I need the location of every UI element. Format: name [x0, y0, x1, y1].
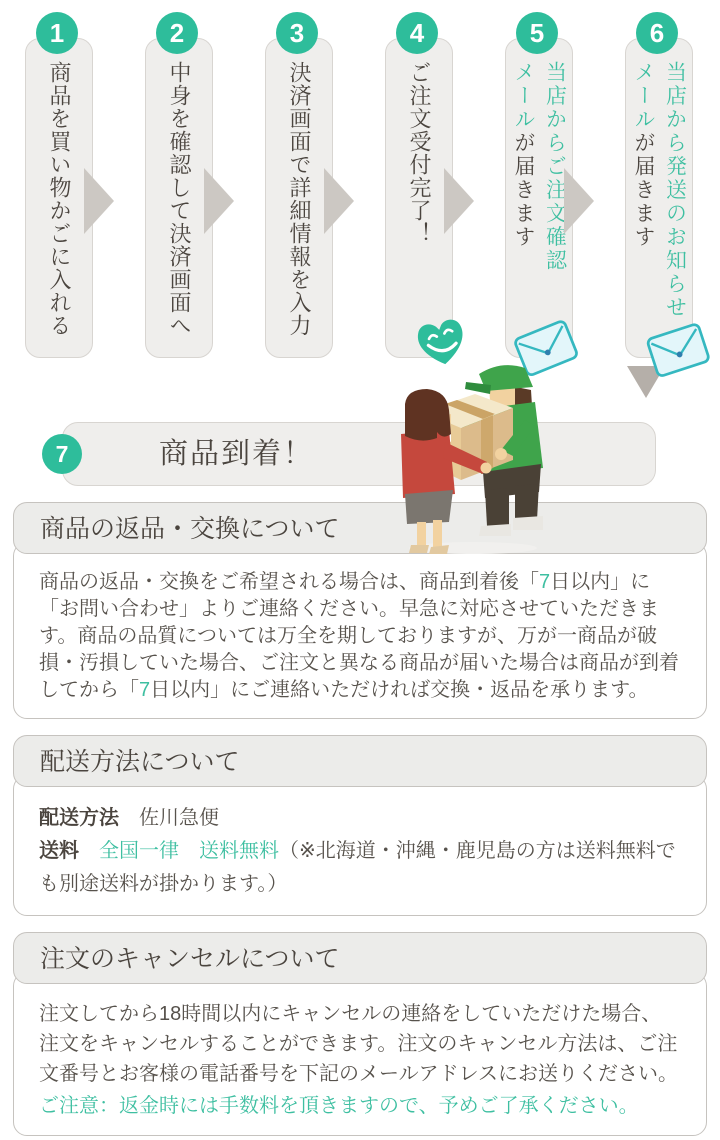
text-segment [79, 840, 99, 862]
step-circle-4 [396, 12, 438, 54]
text-segment: ご注意：返金時には手数料を頂きますので、予めご了承ください。 [39, 1095, 639, 1117]
step-circle-3 [276, 12, 318, 54]
returns-section-body [13, 542, 707, 719]
flow-step-4 [385, 38, 453, 358]
text-segment: が届きます [512, 131, 535, 249]
text-segment: メール [632, 61, 655, 132]
step-text-inner [628, 61, 691, 349]
step-text [626, 61, 692, 349]
text-segment: 7 [139, 679, 151, 701]
text-segment: 当店からご注文確認 [543, 61, 567, 273]
text-segment: 商品の返品・交換をご希望される場合は、商品到着後「 [39, 571, 539, 593]
step-number: 5 [529, 18, 545, 48]
text-segment: メール [512, 61, 535, 132]
arrow-right-icon [564, 168, 594, 234]
cancel-section-title: 注文のキャンセルについて [40, 945, 340, 973]
text-segment: 商品を買い物かごに入れる [46, 61, 72, 337]
delivery-handoff-illustration [393, 360, 551, 560]
text-segment: 当店から発送のお知らせ [663, 61, 687, 320]
cancel-policy-text [39, 999, 681, 1089]
step-text [386, 61, 452, 349]
text-segment: 日以内」にご連絡いただければ交換・返品を承ります。 [150, 679, 649, 701]
text-segment: 決済画面で詳細情報を入力 [286, 61, 312, 337]
step-circle-5 [516, 12, 558, 54]
step-text [506, 61, 572, 349]
step-text-column [628, 61, 660, 349]
step-number: 4 [409, 18, 425, 48]
step-text-column [659, 61, 691, 349]
cancel-section-body [13, 972, 707, 1136]
step-number: 3 [289, 18, 305, 48]
step-number: 7 [55, 440, 69, 467]
shipping-section-title: 配送方法について [40, 748, 240, 776]
flow-step-6 [625, 38, 693, 358]
arrow-right-icon [84, 168, 114, 234]
text-segment: 全国一律 [99, 840, 179, 862]
section-cancel [13, 932, 707, 1136]
step-text-column [283, 61, 315, 349]
shipping-fee-row [39, 835, 681, 901]
step-number: 6 [649, 18, 665, 48]
flow-step-1 [25, 38, 93, 358]
flow-step-2 [145, 38, 213, 358]
arrival-label: 商品到着！ [159, 438, 315, 470]
step-text-inner [283, 61, 315, 349]
text-segment: ご注文受付完了！ [406, 61, 432, 245]
step-text-column [43, 61, 75, 349]
step-text-inner [508, 61, 571, 349]
returns-section-title: 商品の返品・交換について [40, 515, 340, 543]
text-segment: 佐川急便 [119, 807, 219, 829]
section-shipping [13, 735, 707, 916]
step-circle-2 [156, 12, 198, 54]
text-segment: 中身を確認して決済画面へ [166, 61, 192, 337]
step-text-column [508, 61, 540, 349]
step-text [26, 61, 92, 349]
section-returns [13, 502, 707, 719]
flow-step-3 [265, 38, 333, 358]
order-flow [0, 0, 720, 502]
shipping-section-header [13, 735, 707, 787]
arrow-right-icon [324, 168, 354, 234]
text-segment: 送料 [39, 840, 79, 862]
step-text-inner [163, 61, 195, 349]
arrow-right-icon [444, 168, 474, 234]
step-circle-6 [636, 12, 678, 54]
step-text [266, 61, 332, 349]
arrival-bar [62, 422, 656, 486]
flow-step-5 [505, 38, 573, 358]
text-segment: 注文してから18時間以内にキャンセルの連絡をしていただけた場合、注文をキャンセルすることができます。注文のキャンセル方法は、ご注文番号とお客様の電話番号を下記のメールアドレスにお送りください。 [39, 1003, 678, 1085]
shipping-section-body [13, 775, 707, 916]
step-text-column [163, 61, 195, 349]
returns-policy-text [39, 569, 681, 704]
step-number: 1 [49, 18, 65, 48]
step-circle-1 [36, 12, 78, 54]
text-segment: 日以内」に「お問い合わせ」よりご連絡ください。早急に対応させていただきます。商品の品質については万全を期しておりますが、万が一商品が破損・汚損していた場合、ご注文と異なる商品が届いた場合は商品が到着してから「 [39, 571, 679, 701]
step-text [146, 61, 212, 349]
text-segment: 配送方法 [39, 807, 119, 829]
cancel-note-text [39, 1091, 681, 1121]
text-segment: 送料無料 [199, 840, 279, 862]
step-number: 2 [169, 18, 185, 48]
shipping-method-row [39, 802, 681, 835]
text-segment: 7 [539, 571, 551, 593]
returns-section-header [13, 502, 707, 554]
arrow-right-icon [204, 168, 234, 234]
step-text-inner [403, 61, 435, 349]
text-segment: が届きます [632, 131, 655, 249]
step-text-column [403, 61, 435, 349]
cancel-section-header [13, 932, 707, 984]
info-sections [0, 502, 720, 1136]
text-segment: （※北海道・沖縄・鹿児島の方は送料無料でも別途送料が掛かります。） [39, 840, 676, 895]
step-text-inner [43, 61, 75, 349]
step-circle-7 [42, 434, 82, 474]
text-segment [179, 840, 199, 862]
